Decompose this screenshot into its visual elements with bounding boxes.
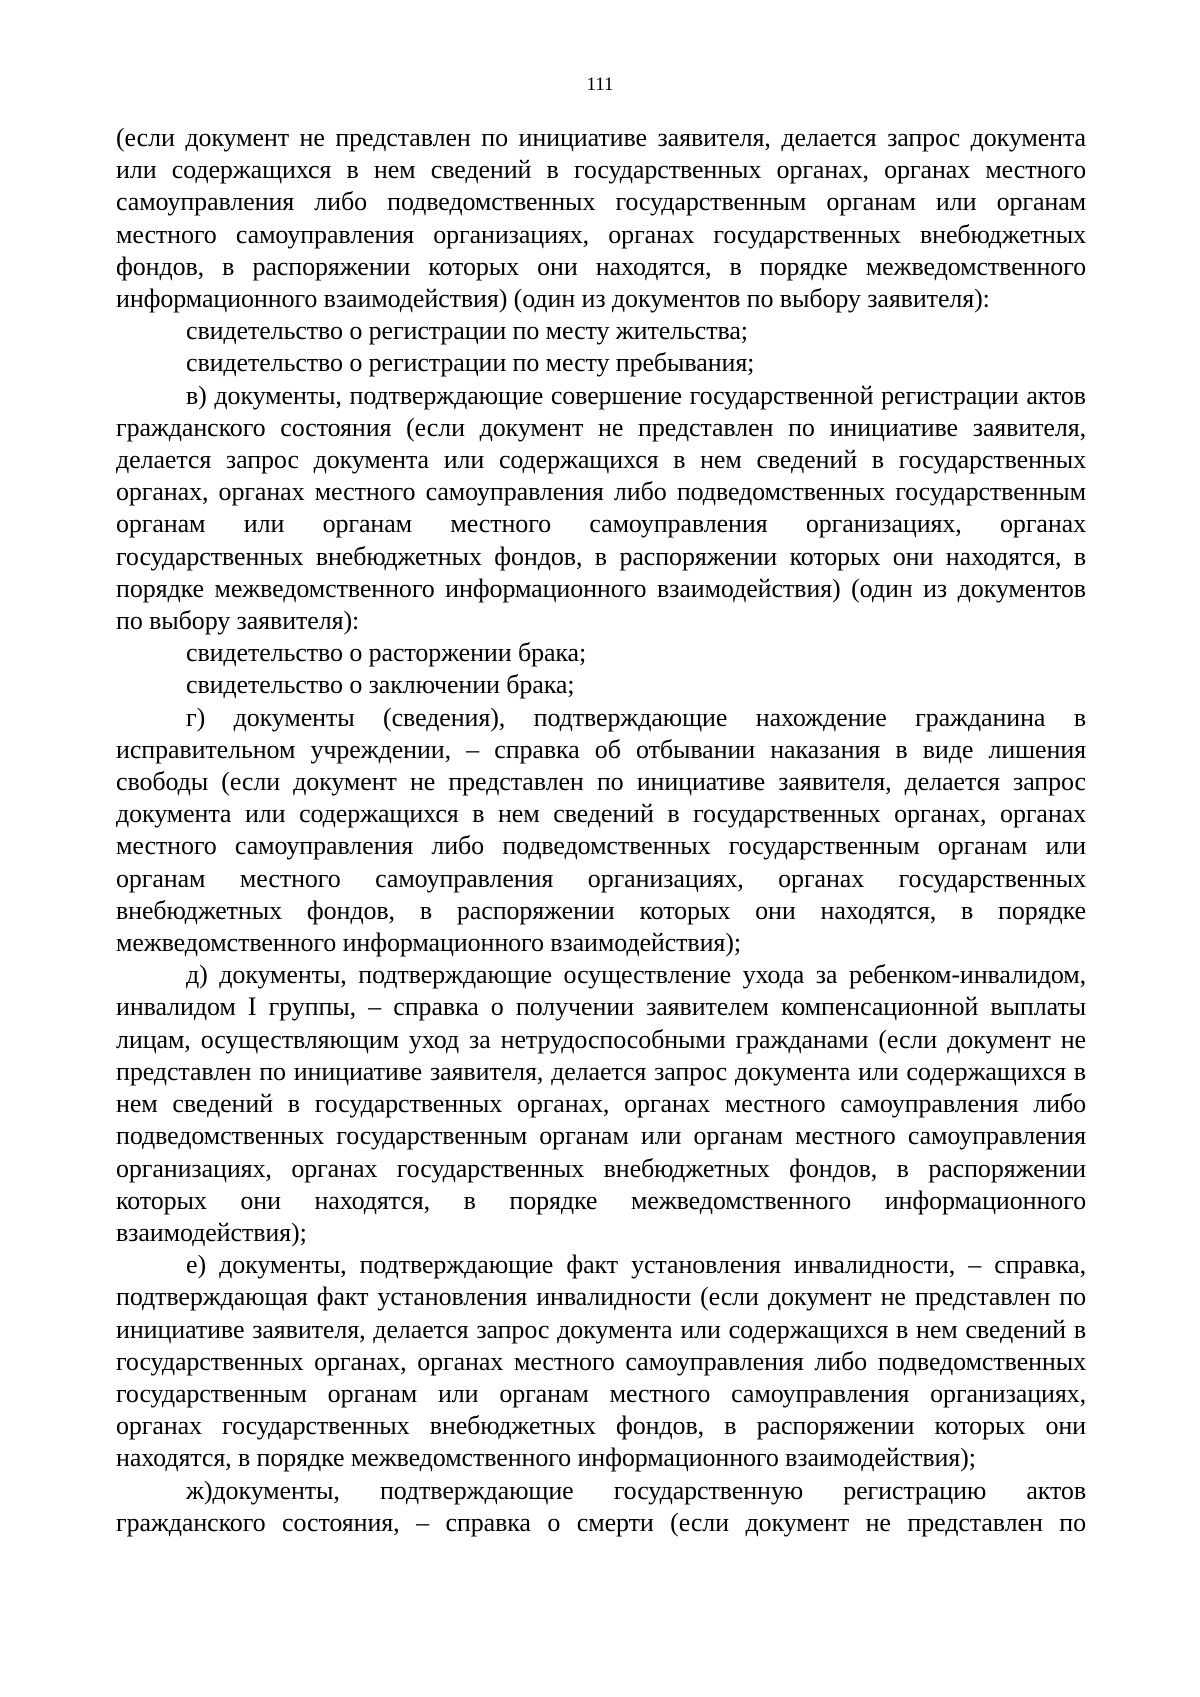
list-item-residence-certificate: свидетельство о регистрации по месту жительства; <box>186 316 748 346</box>
list-item-marriage-certificate: свидетельство о заключении брака; <box>186 670 575 700</box>
paragraph-item-d: д) документы, подтверждающие осуществление ухода за ребенком-инвалидом, инвалидом I группы, – справка о получении заявителем компенсационной выплаты лицам, осуществляющим уход за нетрудоспособными гражданами (если документ не представлен по инициативе заявителя, делается запрос документа или содержащихся в нем сведений в государственных органах, органах местного самоуправления либо подведомственных государственным органам или органам местного самоуправления организациях, органах государственных внебюджетных фондов, в распоряжении которых они находятся, в порядке межведомственного информационного взаимодействия); <box>116 960 1086 1247</box>
paragraph-item-g: г) документы (сведения), подтверждающие нахождение гражданина в исправительном учреждении, – справка об отбывании наказания в виде лишения свободы (если документ не представлен по инициативе заявителя, делается запрос документа или содержащихся в нем сведений в государственных органах, органах местного самоуправления либо подведомственных государственным органам или органам местного самоуправления организациях, органах государственных внебюджетных фондов, в распоряжении которых они находятся, в порядке межведомственного информационного взаимодействия); <box>116 702 1086 958</box>
paragraph-continuation: (если документ не представлен по инициативе заявителя, делается запрос документа или содержащихся в нем сведений в государственных органах, органах местного самоуправления либо подведомственных государственным органам или органам местного самоуправления организациях, органах государственных внебюджетных фондов, в распоряжении которых они находятся, в порядке межведомственного информационного взаимодействия) (один из документов по выбору заявителя): <box>116 123 1086 314</box>
document-body <box>116 122 1086 1539</box>
page-number: 111 <box>586 74 614 95</box>
list-item-divorce-certificate: свидетельство о расторжении брака; <box>186 638 587 668</box>
paragraph-item-e: е) документы, подтверждающие факт установления инвалидности, – справка, подтверждающая факт установления инвалидности (если документ не представлен по инициативе заявителя, делается запрос документа или содержащихся в нем сведений в государственных органах, органах местного самоуправления либо подведомственных государственным органам или органам местного самоуправления организациях, органах государственных внебюджетных фондов, в распоряжении которых они находятся, в порядке межведомственного информационного взаимодействия); <box>116 1250 1086 1473</box>
list-item-stay-certificate: свидетельство о регистрации по месту пребывания; <box>186 348 755 378</box>
paragraph-item-v: в) документы, подтверждающие совершение государственной регистрации актов гражданского состояния (если документ не представлен по инициативе заявителя, делается запрос документа или содержащихся в нем сведений в государственных органах, органах местного самоуправления либо подведомственных государственным органам или органам местного самоуправления организациях, органах государственных внебюджетных фондов, в распоряжении которых они находятся, в порядке межведомственного информационного взаимодействия) (один из документов по выбору заявителя): <box>116 380 1086 636</box>
paragraph-item-zh: ж)документы, подтверждающие государственную регистрацию актов гражданского состояния, – справка о смерти (если документ не представлен по <box>116 1475 1086 1537</box>
